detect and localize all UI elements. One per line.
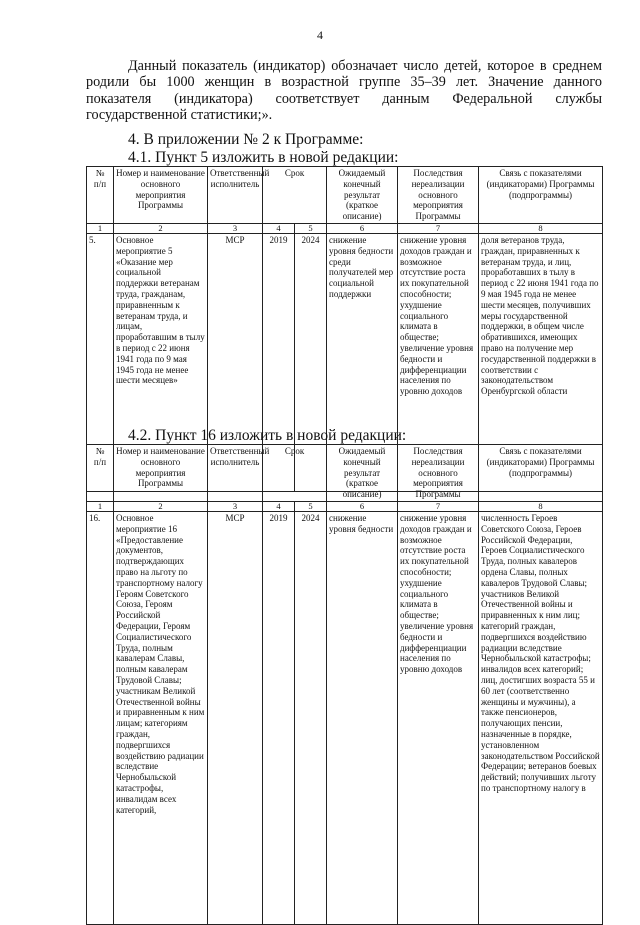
row-end-year: 2024 — [295, 233, 327, 491]
header-responsible: Ответственный исполнитель — [208, 445, 263, 502]
row-responsible: МСР — [208, 511, 263, 924]
row-end-year: 2024 — [295, 511, 327, 924]
row-consequences: снижение уровня доходов граждан и возможное отсутствие роста их покупательной способности; ухудшение социального климата в обществе; увеличение уровня бедности и дифференциации населения по уровню доходов — [398, 233, 479, 491]
intro-paragraph — [86, 58, 602, 124]
row-name: Основное мероприятие 5 «Оказание мер социальной поддержки ветеранам труда, гражданам, приравненным к ветеранам труда, и лицам, проработавшим в тылу в период с 22 июня 1941 года по 9 мая 1945 года не менее шести месяцев» — [114, 233, 208, 491]
row-start-year: 2019 — [263, 233, 295, 491]
header-num: № п/п — [87, 167, 114, 224]
header-term: Срок — [263, 445, 327, 502]
header-expected: Ожидаемый конечный результат (краткое описание) — [327, 445, 398, 502]
column-number: 3 — [208, 501, 263, 511]
row-expected: снижение уровня бедности — [327, 511, 398, 924]
header-consequences: Последствия нереализации основного мероприятия Программы — [398, 445, 479, 502]
header-link: Связь с показателями (индикаторами) Программы (подпрограммы) — [479, 167, 603, 224]
row-num: 5. — [87, 233, 114, 491]
subsection-heading-4-1: 4.1. Пункт 5 изложить в новой редакции: — [128, 149, 399, 166]
table-row — [87, 511, 603, 924]
row-expected: снижение уровня бедности среди получателей мер социальной поддержки — [327, 233, 398, 491]
column-number: 7 — [398, 223, 479, 233]
column-number: 4 — [263, 501, 295, 511]
column-number: 1 — [87, 501, 114, 511]
header-term: Срок — [263, 167, 327, 224]
column-number: 5 — [295, 501, 327, 511]
header-responsible: Ответственный исполнитель — [208, 167, 263, 224]
header-num: № п/п — [87, 445, 114, 502]
row-link: доля ветеранов труда, граждан, приравненных к ветеранам труда, и лиц, проработавших в тылу в период с 22 июня 1941 года по 9 мая 1945 года не менее шести месяцев, получивших меры государственной поддержки, в общем числе обратившихся, имеющих право на получение мер государственной поддержки в соответствии с законодательством Оренбургской области — [479, 233, 603, 491]
header-name: Номер и наименование основного мероприятия Программы — [114, 445, 208, 502]
header-link: Связь с показателями (индикаторами) Программы (подпрограммы) — [479, 445, 603, 502]
row-num: 16. — [87, 511, 114, 924]
page-number: 4 — [317, 28, 323, 42]
column-number-row — [87, 223, 603, 233]
column-number: 5 — [295, 223, 327, 233]
column-number: 2 — [114, 223, 208, 233]
program-table-item-16 — [86, 444, 603, 925]
column-number-row — [87, 501, 603, 511]
column-number: 8 — [479, 223, 603, 233]
column-number: 1 — [87, 223, 114, 233]
header-name: Номер и наименование основного мероприятия Программы — [114, 167, 208, 224]
subsection-heading-4-2: 4.2. Пункт 16 изложить в новой редакции: — [128, 427, 407, 444]
row-name: Основное мероприятие 16 «Предоставление документов, подтверждающих право на льготу по транспортному налогу Героям Советского Союза, Героям Российской Федерации, Героям Социалистического Труда, полным кавалерам Славы, полным кавалерам Трудовой Славы; участникам Великой Отечественной войны и приравненным к ним лицам; категориям граждан, подвергшихся воздействию радиации вследствие Чернобыльской катастрофы, инвалидам всех категорий, — [114, 511, 208, 924]
intro-text: Данный показатель (индикатор) обозначает число детей, которое в среднем родили бы 1000 женщин в возрастной группе 35–39 лет. Значение данного показателя (индикатора) соответствует данным Федеральной службы государственной статистики;». — [86, 58, 602, 124]
section-heading: 4. В приложении № 2 к Программе: — [128, 131, 364, 148]
header-consequences: Последствия нереализации основного мероприятия Программы — [398, 167, 479, 224]
row-responsible: МСР — [208, 233, 263, 491]
column-number: 8 — [479, 501, 603, 511]
column-number: 2 — [114, 501, 208, 511]
column-number: 6 — [327, 223, 398, 233]
column-number: 6 — [327, 501, 398, 511]
row-link: численность Героев Советского Союза, Героев Российской Федерации, Героев Социалистического Труда, полных кавалеров ордена Славы, полных кавалеров Трудовой Славы; участников Великой Отечественной войны и приравненных к ним лиц; категорий граждан, подвергшихся воздействию радиации вследствие Чернобыльской катастрофы; инвалидов всех категорий; лиц, достигших возраста 55 и 60 лет (соответственно женщины и мужчины), а также пенсионеров, получающих пенсии, назначенные в порядке, установленном законодательством Российской Федерации; ветеранов боевых действий; получивших льготу по транспортному налогу в — [479, 511, 603, 924]
column-number: 4 — [263, 223, 295, 233]
row-consequences: снижение уровня доходов граждан и возможное отсутствие роста их покупательной способности; ухудшение социального климата в обществе; увеличение уровня бедности и дифференциации населения по уровню доходов — [398, 511, 479, 924]
header-expected: Ожидаемый конечный результат (краткое описание) — [327, 167, 398, 224]
row-start-year: 2019 — [263, 511, 295, 924]
column-number: 3 — [208, 223, 263, 233]
column-number: 7 — [398, 501, 479, 511]
